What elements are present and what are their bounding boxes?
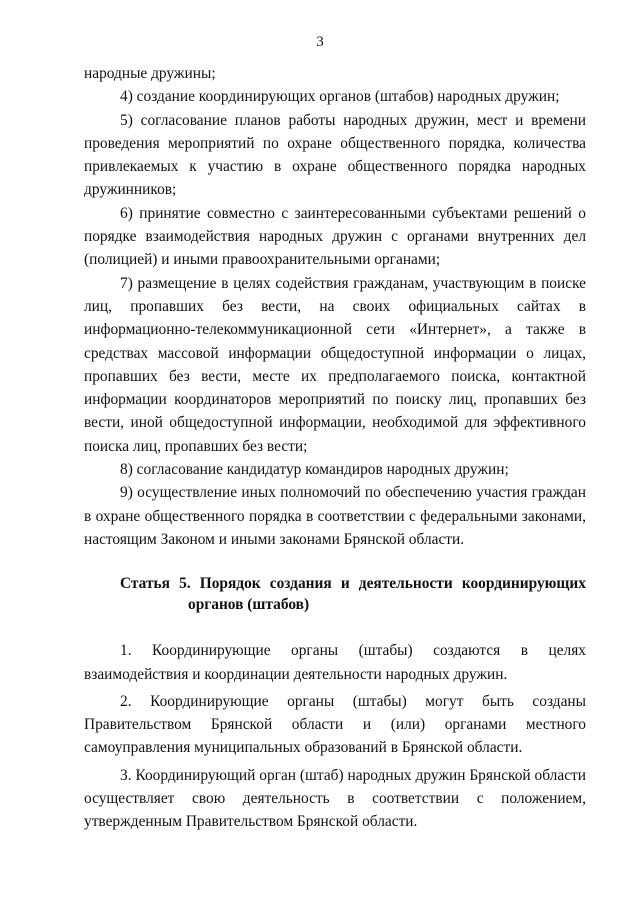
paragraph-continuation: народные дружины; bbox=[84, 65, 216, 82]
article-title: Статья 5. Порядок создания и деятельности координирующих органов (штабов) bbox=[120, 575, 586, 614]
paragraph-item-9: 9) осуществление иных полномочий по обеспечению участия граждан в охране общественного порядка в соответствии с федеральными законами, настоящим Законом и иными законами Брянской области. bbox=[84, 484, 586, 548]
page-number: 3 bbox=[316, 34, 324, 50]
article-paragraph-2: 2. Координирующие органы (штабы) могут быть созданы Правительством Брянской области и (или) органами местного самоуправления муниципальных образований в Брянской области. bbox=[84, 692, 586, 757]
paragraph-item-8: 8) согласование кандидатур командиров народных дружин; bbox=[120, 461, 509, 479]
document-body bbox=[84, 62, 586, 834]
article-paragraph-1: 1. Координирующие органы (штабы) создаются в целях взаимодействия и координации деятельности народных дружин. bbox=[84, 642, 586, 683]
paragraph-item-4: 4) создание координирующих органов (штабов) народных дружин; bbox=[120, 88, 560, 106]
article-paragraph-3: 3. Координирующий орган (штаб) народных дружин Брянской области осуществляет свою деятельность в соответствии с положением, утвержденным Правительством Брянской области. bbox=[84, 766, 586, 831]
paragraph-item-5: 5) согласование планов работы народных дружин, мест и времени проведения мероприятий по охране общественного порядка, количества привлекаемых к участию в охране общественного порядка народных дружинников; bbox=[84, 111, 586, 199]
paragraph-item-7: 7) размещение в целях содействия гражданам, участвующим в поиске лиц, пропавших без вести, на своих официальных сайтах в информационно-телекоммуникационной сети «Интернет», а также в средствах массовой информации общедоступной информации о лицах, пропавших без вести, месте их предполагаемого поиска, контактной информации координаторов мероприятий по поиску лиц, пропавших без вести, иной общедоступной информации, необходимой для эффективного поиска лиц, пропавших без вести; bbox=[84, 274, 586, 455]
article-heading bbox=[84, 573, 586, 615]
paragraph-item-6: 6) принятие совместно с заинтересованными субъектами решений о порядке взаимодействия народных дружин с органами внутренних дел (полицией) и иными правоохранительными органами; bbox=[84, 204, 586, 269]
